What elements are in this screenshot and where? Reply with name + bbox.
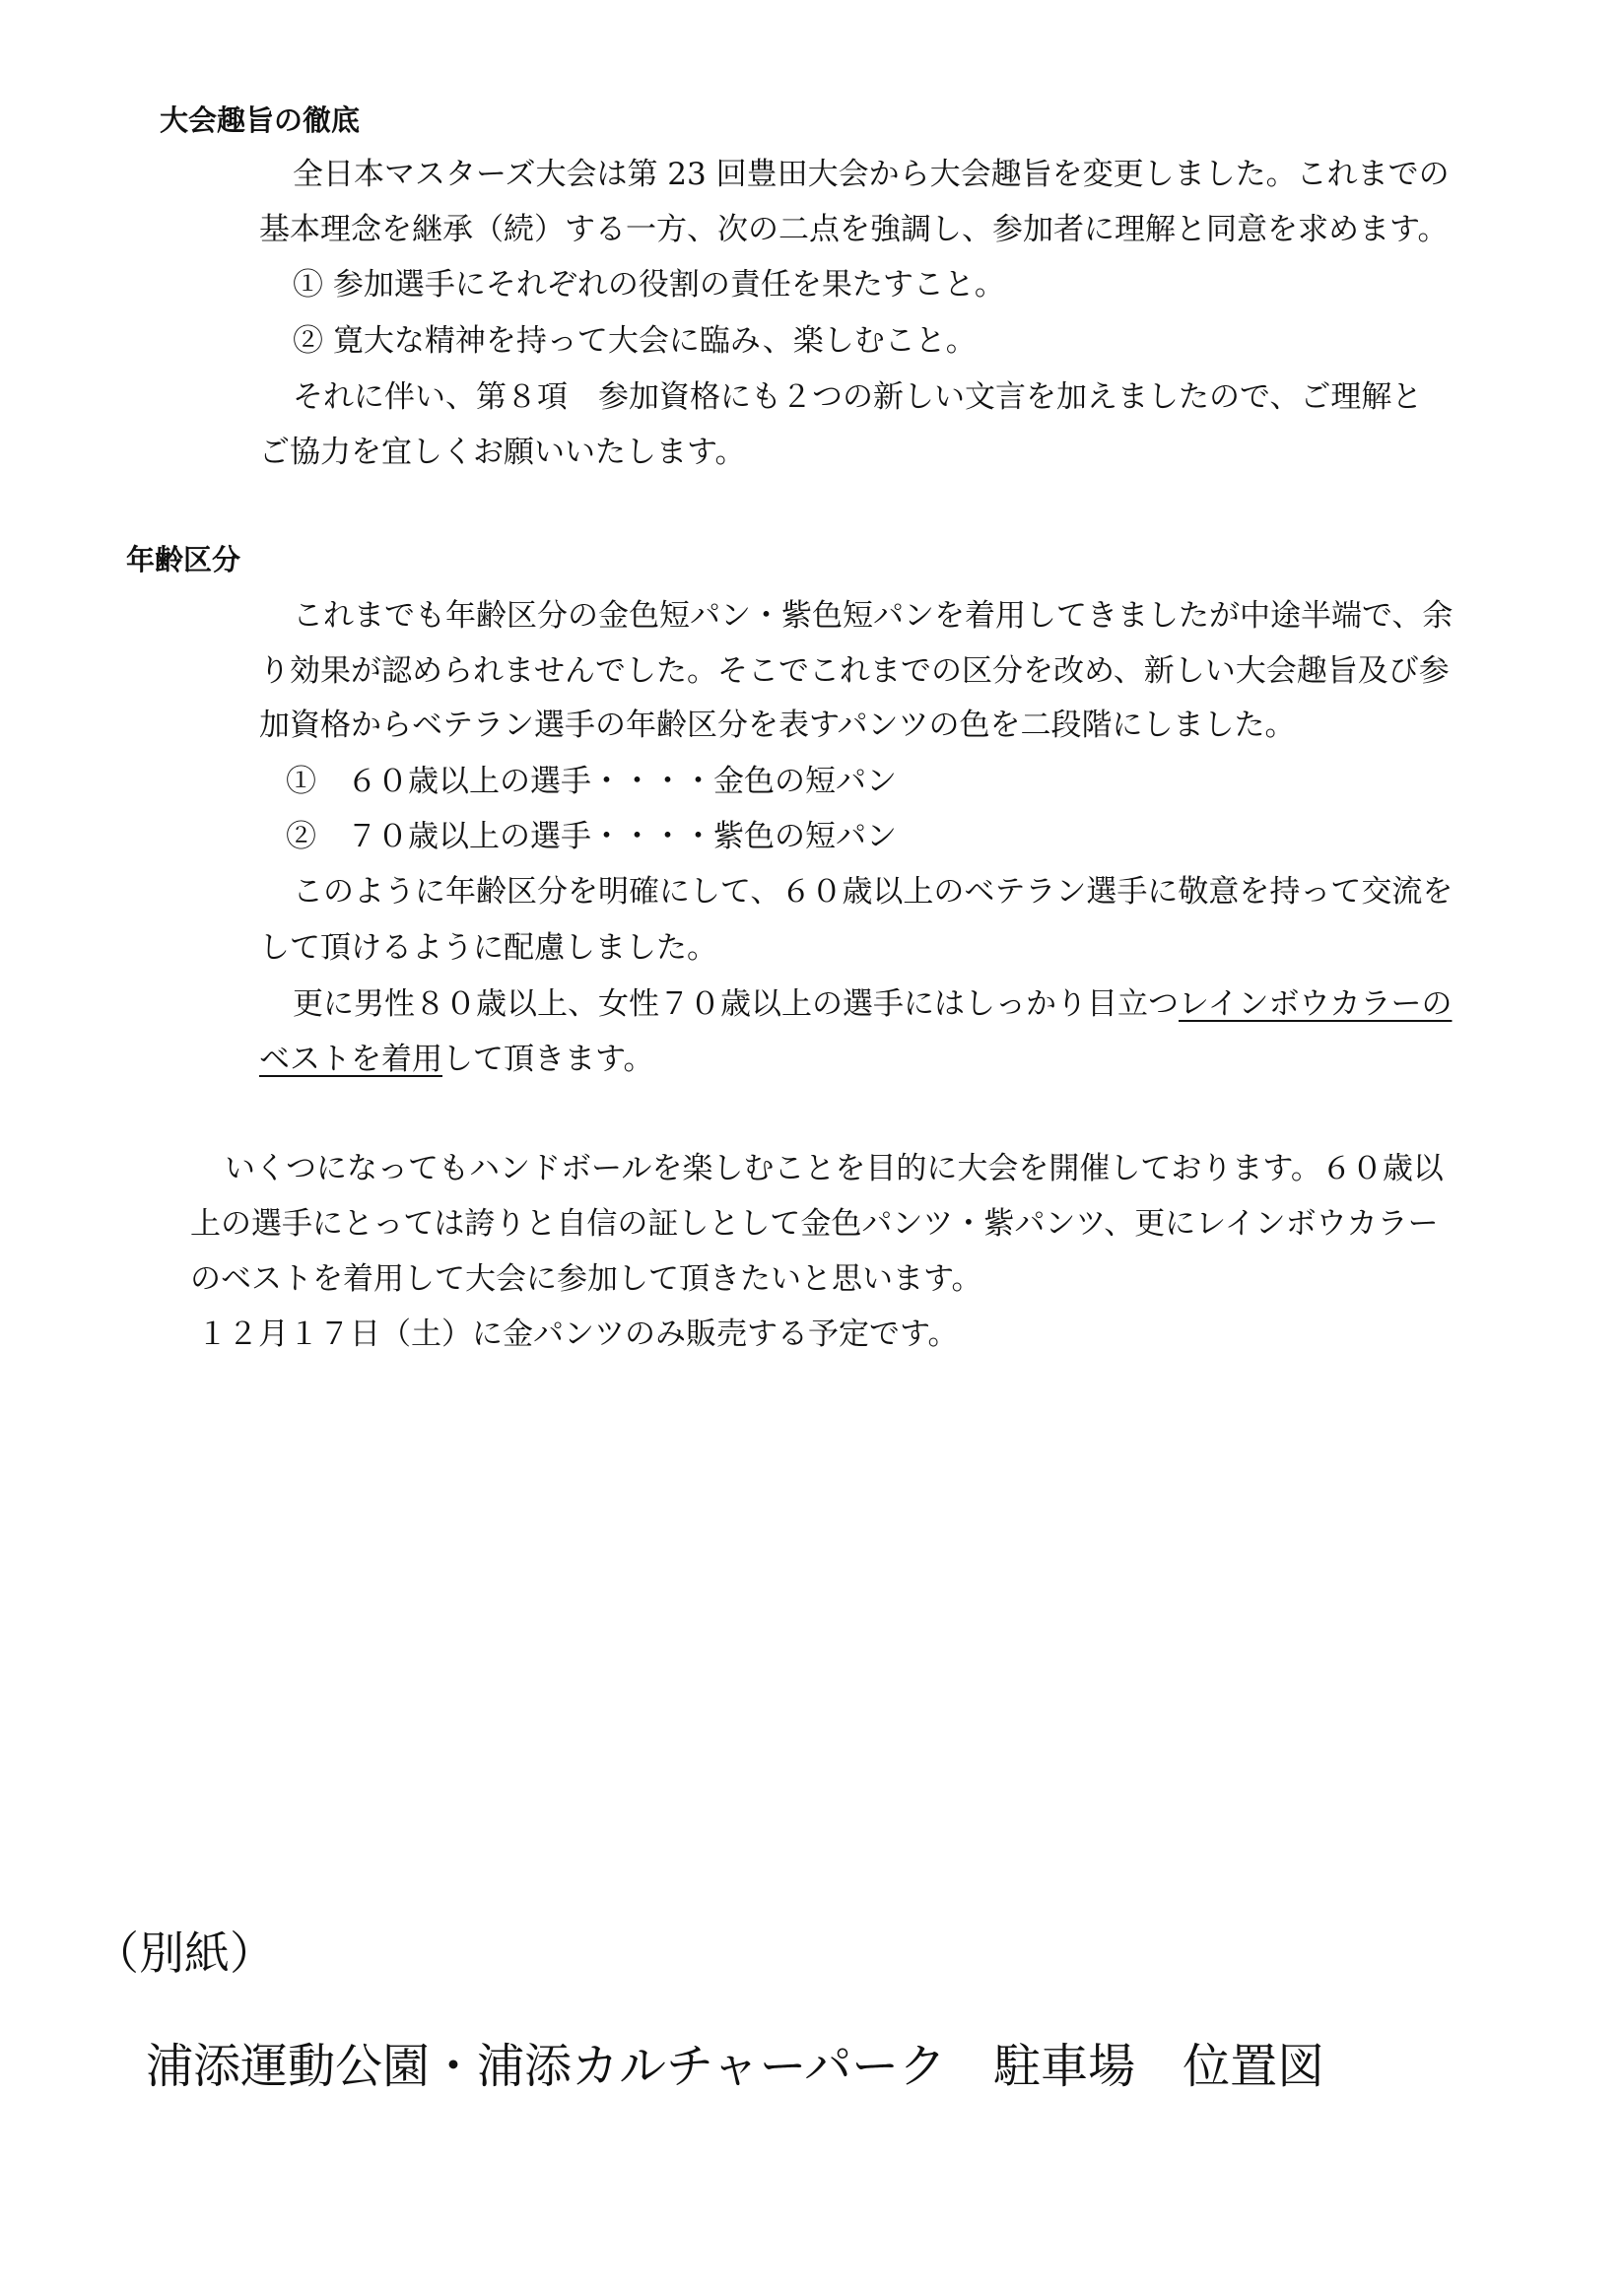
paragraph-line: このように年齢区分を明確にして、６０歳以上のベテラン選手に敬意を持って交流を — [293, 874, 1454, 910]
sale-notice: １２月１７日（土）に金パンツのみ販売する予定です。 — [197, 1317, 959, 1352]
list-item: ① ６０歳以上の選手・・・・金色の短パン — [286, 764, 897, 799]
paragraph-line: 全日本マスターズ大会は第 23 回豊田大会から大会趣旨を変更しました。これまでの — [293, 157, 1450, 192]
list-item: ② ７０歳以上の選手・・・・紫色の短パン — [286, 819, 897, 854]
paragraph-line: 基本理念を継承（続）する一方、次の二点を強調し、参加者に理解と同意を求めます。 — [259, 212, 1449, 247]
paragraph-line-vest — [259, 1038, 654, 1081]
appendix-label: （別紙） — [94, 1926, 275, 1980]
paragraph-line: いくつになってもハンドボールを楽しむことを目的に大会を開催しております。６０歳以 — [225, 1151, 1444, 1186]
rainbow-text-underlined: レインボウカラーの — [1179, 986, 1453, 1022]
paragraph-line: それに伴い、第８項 参加資格にも２つの新しい文言を加えましたので、ご理解と — [293, 379, 1423, 415]
vest-text-plain: して頂きます。 — [442, 1042, 654, 1077]
paragraph-line: のベストを着用して大会に参加して頂きたいと思います。 — [190, 1261, 982, 1297]
paragraph-line: ご協力を宜しくお願いいたします。 — [259, 435, 746, 470]
paragraph-line-rainbow — [293, 982, 1452, 1026]
paragraph-line: 上の選手にとっては誇りと自信の証しとして金色パンツ・紫パンツ、更にレインボウカラー — [190, 1206, 1439, 1242]
rainbow-text-plain: 更に男性８０歳以上、女性７０歳以上の選手にはしっかり目立つ — [293, 986, 1179, 1022]
section-heading-purpose: 大会趣旨の徹底 — [160, 103, 361, 137]
list-item: ① 参加選手にそれぞれの役割の責任を果たすこと。 — [293, 267, 1005, 303]
list-item: ② 寛大な精神を持って大会に臨み、楽しむこと。 — [293, 323, 977, 359]
paragraph-line: 加資格からベテラン選手の年齢区分を表すパンツの色を二段階にしました。 — [259, 708, 1296, 743]
paragraph-line: り効果が認められませんでした。そこでこれまでの区分を改め、新しい大会趣旨及び参 — [259, 653, 1450, 689]
paragraph-line: して頂けるように配慮しました。 — [259, 930, 717, 966]
vest-text-underlined: ベストを着用 — [259, 1042, 442, 1077]
map-title: 浦添運動公園・浦添カルチャーパーク 駐車場 位置図 — [146, 2039, 1325, 2094]
paragraph-line: これまでも年齢区分の金色短パン・紫色短パンを着用してきましたが中途半端で、余 — [293, 598, 1454, 634]
section-heading-age-category: 年齢区分 — [126, 543, 241, 576]
